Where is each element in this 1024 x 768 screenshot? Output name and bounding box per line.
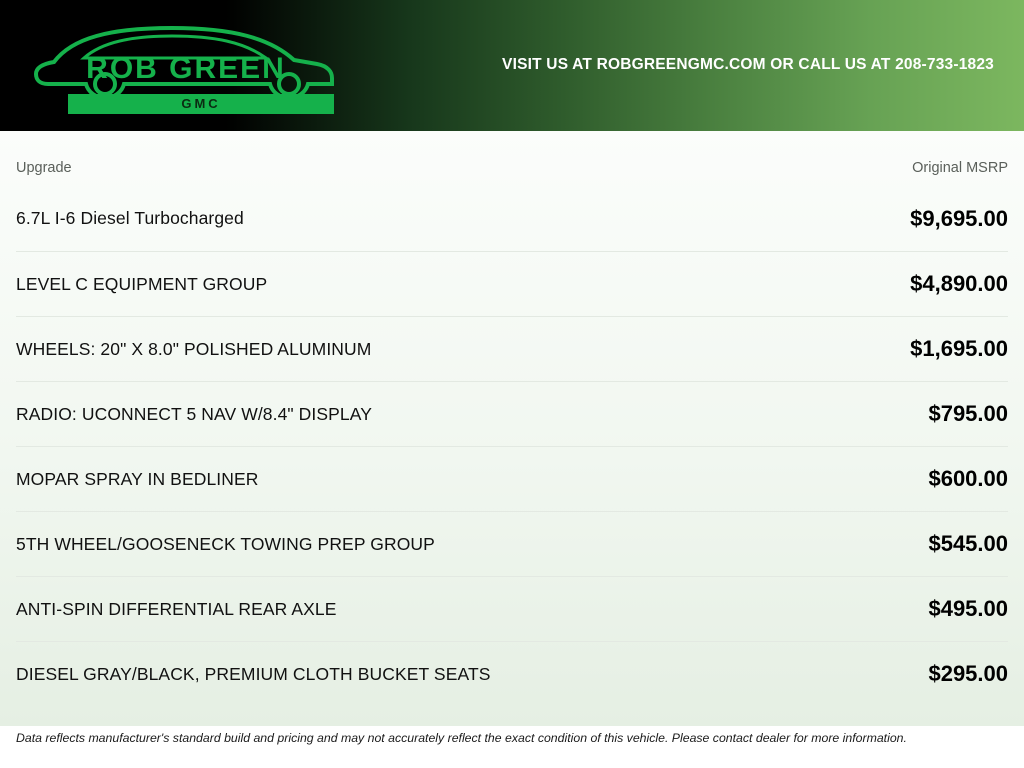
upgrade-price: $545.00 — [928, 531, 1008, 556]
upgrade-price: $4,890.00 — [910, 271, 1008, 296]
table-row — [16, 446, 1008, 511]
upgrade-label: LEVEL C EQUIPMENT GROUP — [16, 273, 268, 294]
logo-gmc-text: GMC — [181, 96, 221, 111]
upgrade-label: WHEELS: 20" X 8.0" POLISHED ALUMINUM — [16, 338, 372, 359]
table-row — [16, 381, 1008, 446]
disclaimer-text: Data reflects manufacturer's standard build and pricing and may not accurately reflect the exact condition of this vehicle. Please contact dealer for more information. — [16, 731, 907, 745]
table-row — [16, 251, 1008, 316]
upgrade-label: 6.7L I-6 Diesel Turbocharged — [16, 208, 244, 228]
upgrade-label: MOPAR SPRAY IN BEDLINER — [16, 468, 259, 489]
logo-brand-text: ROB GREEN — [86, 52, 286, 85]
upgrade-label: 5TH WHEEL/GOOSENECK TOWING PREP GROUP — [16, 533, 435, 554]
dealer-logo[interactable] — [32, 18, 337, 114]
table-row — [16, 186, 1008, 251]
upgrade-price: $9,695.00 — [910, 205, 1008, 231]
table-row — [16, 641, 1008, 706]
dealer-contact-text: VISIT US AT ROBGREENGMC.COM OR CALL US AT 208-733-1823 — [502, 56, 994, 73]
upgrade-label: RADIO: UCONNECT 5 NAV W/8.4" DISPLAY — [16, 403, 373, 424]
table-row — [16, 576, 1008, 641]
table-row — [16, 511, 1008, 576]
upgrades-table — [0, 131, 1024, 745]
upgrade-price: $795.00 — [928, 401, 1008, 426]
upgrade-label: DIESEL GRAY/BLACK, PREMIUM CLOTH BUCKET SEATS — [16, 663, 491, 684]
upgrade-rows — [16, 186, 1008, 706]
column-header-upgrade: Upgrade — [16, 159, 72, 176]
upgrade-label: ANTI-SPIN DIFFERENTIAL REAR AXLE — [16, 598, 337, 619]
dealer-header — [0, 0, 1024, 131]
table-header-row — [16, 131, 1008, 186]
column-header-msrp: Original MSRP — [912, 159, 1008, 176]
upgrade-price: $295.00 — [928, 661, 1008, 686]
upgrade-price: $1,695.00 — [910, 336, 1008, 361]
upgrade-price: $600.00 — [928, 466, 1008, 491]
upgrade-price: $495.00 — [928, 596, 1008, 621]
table-row — [16, 316, 1008, 381]
